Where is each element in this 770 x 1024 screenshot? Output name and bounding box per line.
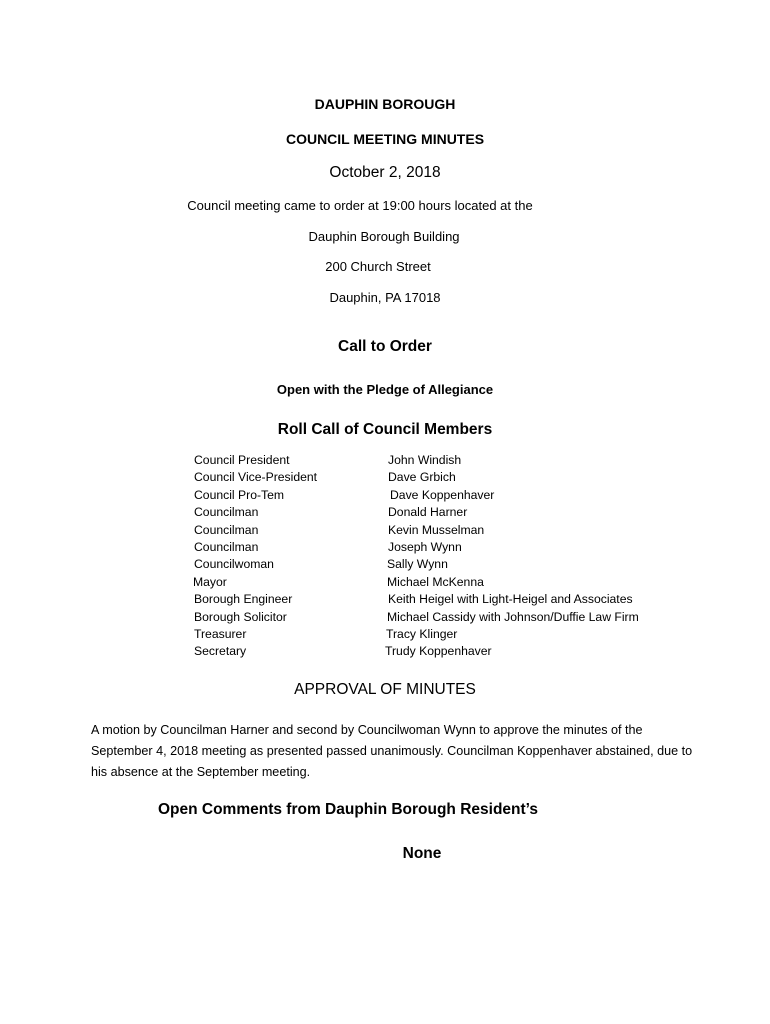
member-name: Michael Cassidy with Johnson/Duffie Law Firm — [387, 609, 639, 624]
member-name: Trudy Koppenhaver — [385, 644, 492, 659]
call-to-order-heading: Call to Order — [338, 338, 432, 355]
document-title: COUNCIL MEETING MINUTES — [285, 131, 485, 147]
list-item — [194, 469, 734, 486]
list-item — [194, 643, 734, 660]
member-name: Sally Wynn — [387, 557, 448, 572]
motion-line-3: his absence at the September meeting. — [91, 765, 311, 779]
location-building: Dauphin Borough Building — [308, 229, 460, 244]
motion-line-1: A motion by Councilman Harner and second by Councilwoman Wynn to approve the minutes of the — [91, 723, 643, 737]
member-name: Dave Grbich — [388, 470, 456, 485]
member-name: Dave Koppenhaver — [390, 487, 495, 502]
member-title: Councilwoman — [194, 557, 274, 572]
member-title: Councilman — [194, 505, 259, 520]
list-item — [194, 522, 734, 539]
list-item — [194, 452, 734, 469]
open-comments-heading: Open Comments from Dauphin Borough Resident’s — [157, 801, 539, 818]
member-title: Council President — [194, 453, 290, 467]
member-title: Council Vice-President — [194, 470, 318, 485]
list-item — [194, 609, 734, 626]
approval-motion-text — [91, 720, 761, 783]
location-street: 200 Church Street — [325, 259, 431, 274]
member-name: Joseph Wynn — [388, 539, 462, 554]
member-name: John Windish — [388, 453, 462, 467]
open-comments-text: None — [402, 845, 442, 862]
member-title: Treasurer — [194, 626, 247, 641]
list-item — [194, 574, 734, 591]
member-title: Council Pro-Tem — [194, 487, 285, 502]
list-item — [194, 591, 734, 608]
list-item — [194, 556, 734, 573]
roll-call-heading: Roll Call of Council Members — [277, 421, 493, 438]
location-city: Dauphin, PA 17018 — [329, 290, 441, 305]
member-name: Donald Harner — [388, 505, 468, 520]
member-title: Councilman — [194, 539, 259, 554]
member-title: Borough Engineer — [194, 592, 293, 607]
pledge-text: Open with the Pledge of Allegiance — [276, 382, 494, 397]
borough-heading: DAUPHIN BOROUGH — [314, 96, 456, 112]
list-item — [194, 539, 734, 556]
member-title: Secretary — [194, 644, 247, 659]
approval-heading: APPROVAL OF MINUTES — [294, 681, 476, 698]
list-item — [194, 504, 734, 521]
list-item — [194, 487, 734, 504]
member-title: Mayor — [193, 574, 227, 589]
member-name: Tracy Klinger — [386, 626, 458, 641]
motion-line-2: September 4, 2018 meeting as presented passed unanimously. Councilman Koppenhaver abstained, due to — [91, 744, 693, 758]
member-name: Keith Heigel with Light-Heigel and Associates — [388, 592, 633, 607]
member-title: Councilman — [194, 522, 259, 537]
intro-text: Council meeting came to order at 19:00 hours located at the — [187, 198, 533, 213]
meeting-date: October 2, 2018 — [329, 164, 441, 181]
member-title: Borough Solicitor — [194, 609, 287, 624]
member-name: Michael McKenna — [387, 574, 484, 589]
roll-call-list — [194, 452, 734, 661]
member-name: Kevin Musselman — [388, 522, 485, 537]
list-item — [194, 626, 734, 643]
